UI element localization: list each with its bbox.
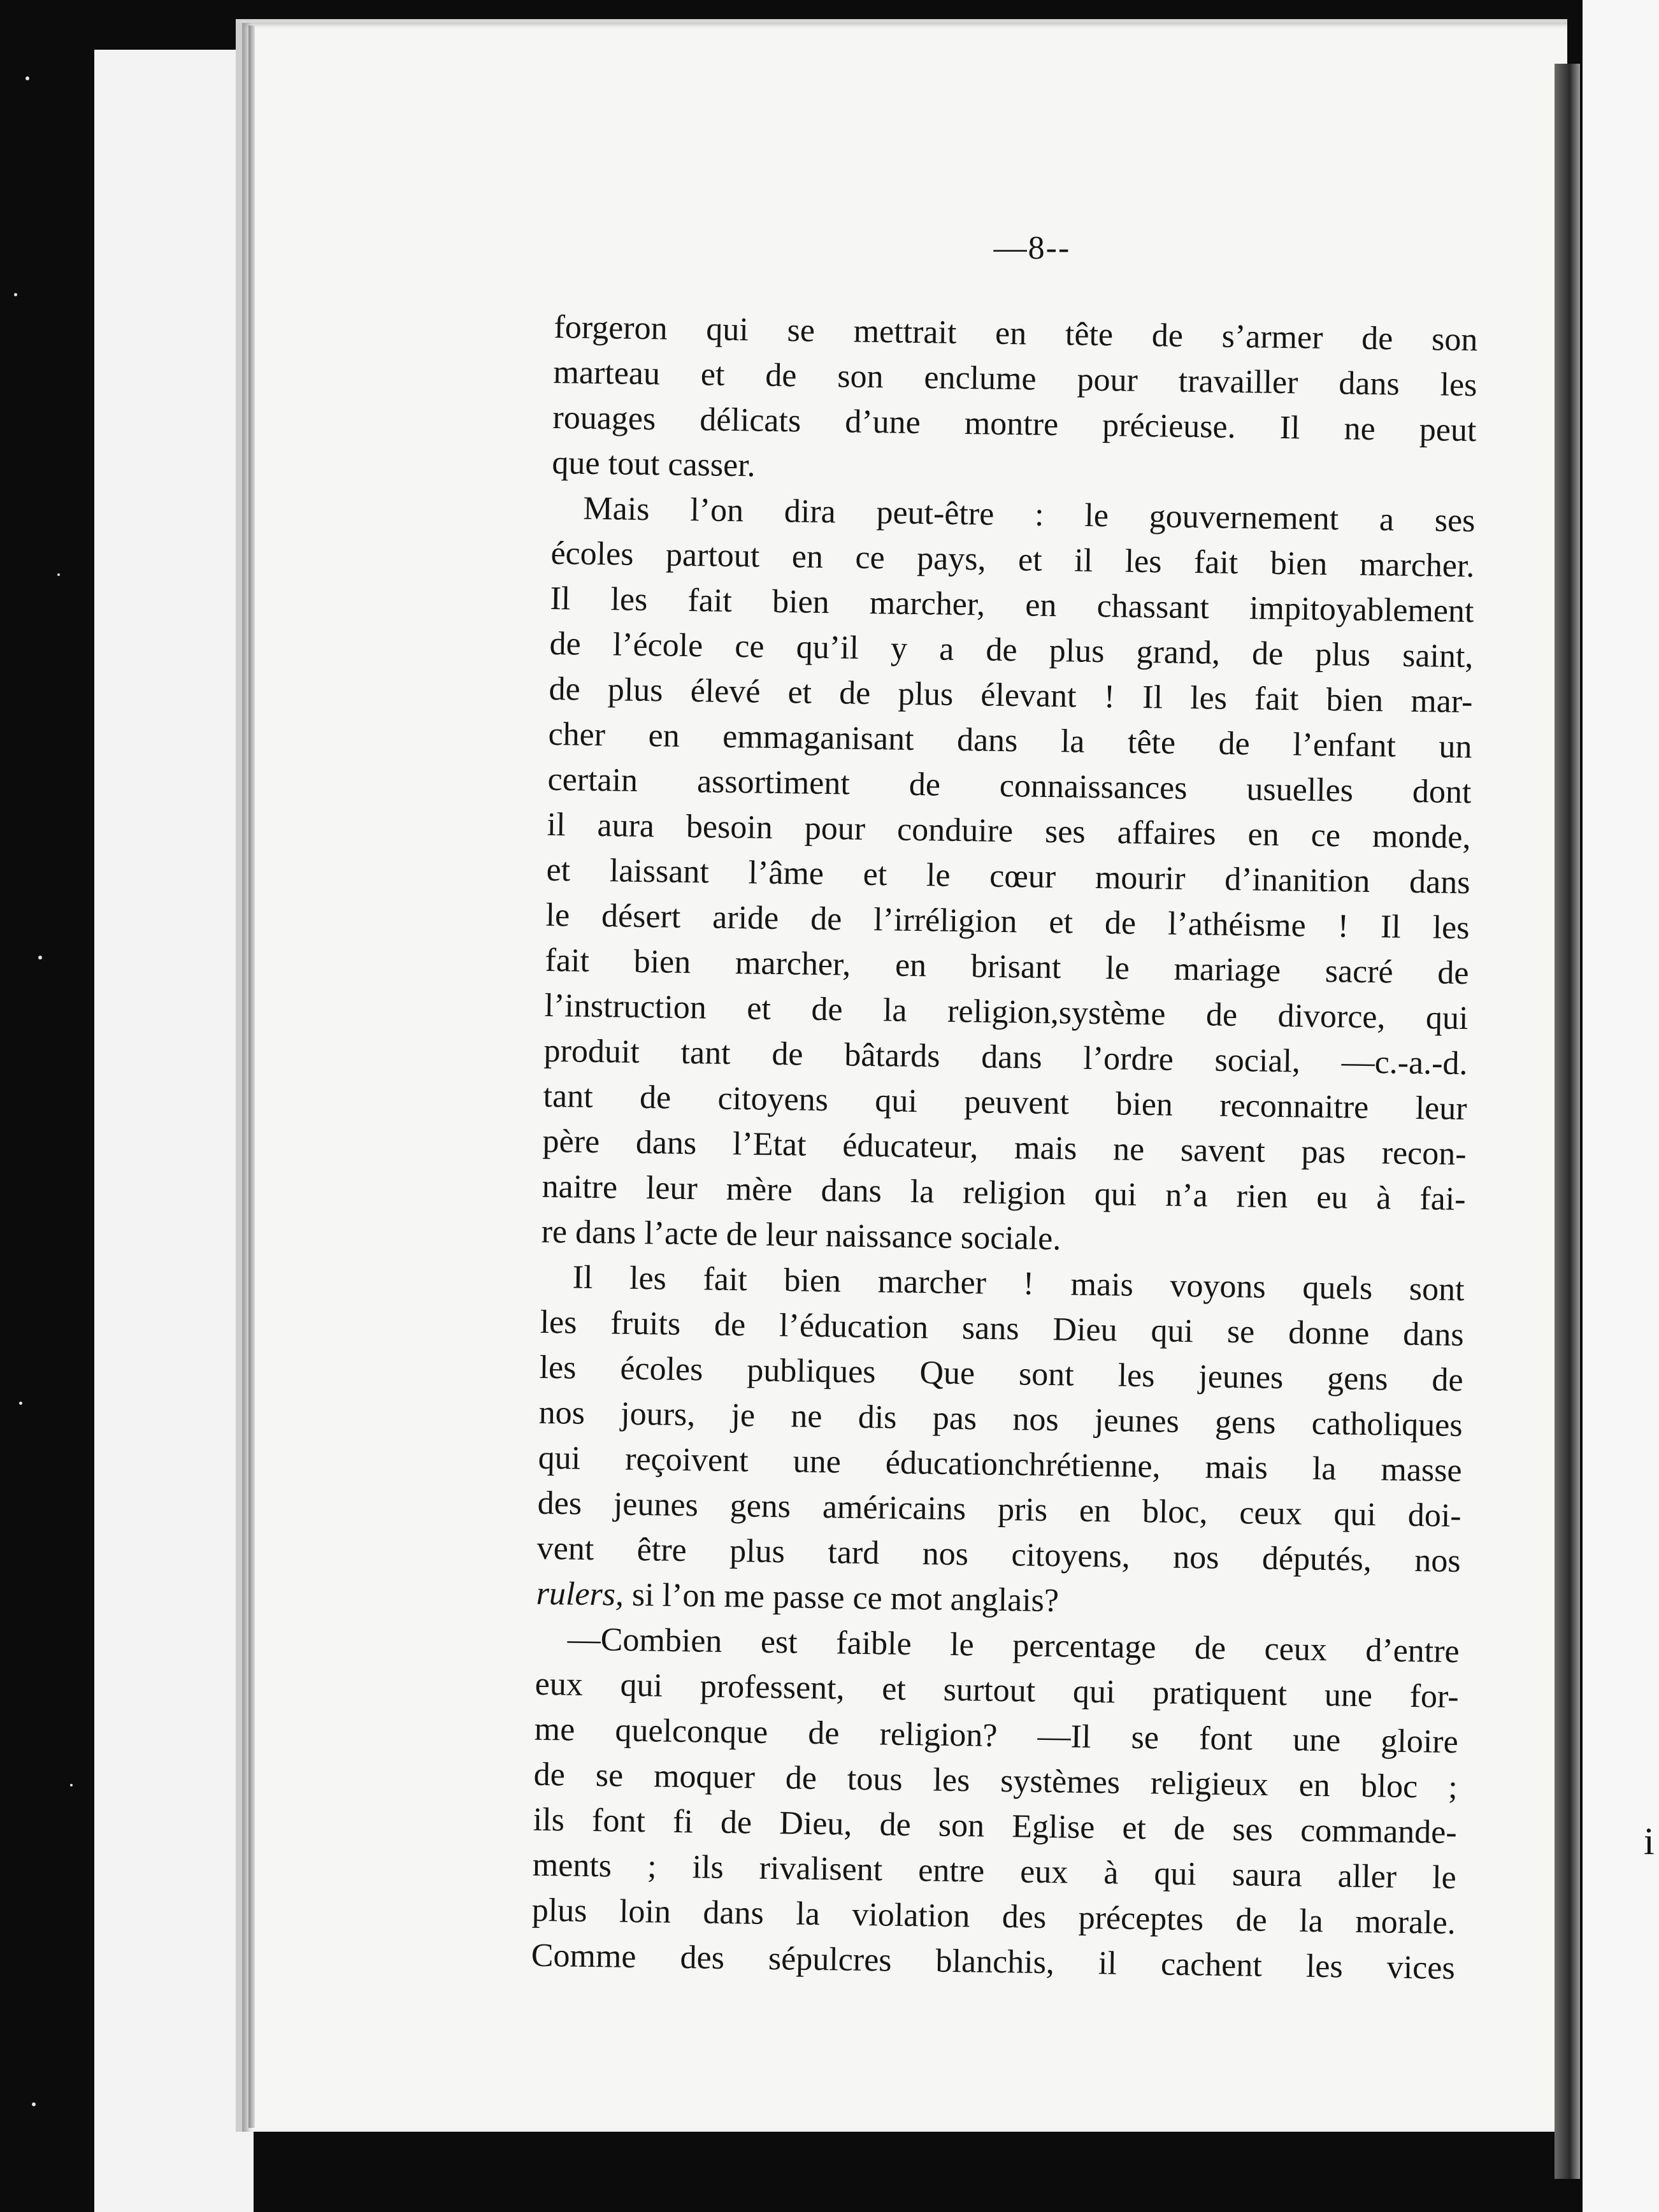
italic-word: rulers, [536,1575,624,1613]
text-line: de se moquer de tous les systèmes religieux en bloc ; [533,1756,1458,1806]
text-line: —Combien est faible le percentage de ceux d’entre [567,1621,1460,1670]
text-line: les fruits de l’éducation sans Dieu qui se donne dans [540,1304,1464,1354]
scan-speck [14,293,17,296]
margin-fragment: i [1644,1820,1655,1862]
right-backing-sheet [1583,0,1659,2212]
body-text [531,305,1478,1991]
text-line: ils font fi de Dieu, de son Eglise et de ses commande- [533,1801,1458,1851]
text-line: re dans l’acte de leur naissance sociale. [541,1213,1061,1258]
text-line: Comme des sépulcres blanchis, il cachent les vices [531,1937,1456,1986]
page-right-edge [1555,64,1580,2179]
text-line: les écoles publiques Que sont les jeunes gens de [539,1349,1463,1399]
text-line: de l’école ce qu’il y a de plus grand, de plus saint, [549,625,1474,675]
scan-speck [25,76,29,80]
text-line: Il les fait bien marcher ! mais voyons quels sont [572,1259,1465,1309]
text-line: certain assortiment de connaissances usuelles dont [547,761,1472,811]
text-line: de plus élevé et de plus élevant ! Il les fait bien mar- [549,670,1473,721]
text-line-continuation: si l’on me passe ce mot anglais? [631,1576,1059,1620]
text-line: cher en emmaganisant dans la tête de l’enfant un [548,715,1472,766]
text-line: naitre leur mère dans la religion qui n’a rien eu à fai- [542,1168,1466,1218]
scan-speck [19,1402,22,1405]
scan-speck [38,956,42,959]
text-line: marteau et de son enclume pour travailler dans les [553,354,1477,404]
text-line: nos jours, je ne dis pas nos jeunes gens catholiques [538,1394,1463,1444]
page-fold-shadow [248,25,255,2128]
text-line: Il les fait bien marcher, en chassant impitoyablement [550,580,1474,630]
backing-sheet [94,50,254,2212]
text-line: fait bien marcher, en brisant le mariage sacré de [545,942,1469,992]
text-line: Mais l’on dira peut-être : le gouvernement a ses [583,490,1476,540]
text-line: forgeron qui se mettrait en tête de s’armer de son [554,308,1478,359]
text-line: père dans l’Etat éducateur, mais ne savent pas recon- [542,1123,1467,1173]
text-line: l’instruction et de la religion,système de divorce, qui [544,987,1469,1037]
text-line: écoles partout en ce pays, et il les fait bien marcher. [550,535,1475,585]
scan-speck [32,2102,36,2106]
text-line: vent être plus tard nos citoyens, nos députés, nos [536,1530,1461,1580]
text-line: il aura besoin pour conduire ses affaires en ce monde, [547,806,1471,856]
text-line: rouages délicats d’une montre précieuse. Il ne peut [552,399,1477,449]
text-line: plus loin dans la violation des préceptes de la morale. [531,1892,1456,1941]
text-line: et laissant l’âme et le cœur mourir d’inanition dans [546,851,1470,901]
text-line: que tout casser. [552,444,756,484]
scan-speck [70,1784,73,1786]
text-line: le désert aride de l’irréligion et de l’athéisme ! Il les [545,896,1470,947]
text-line: tant de citoyens qui peuvent bien reconnaitre leur [543,1077,1467,1128]
text-line: eux qui professent, et surtout qui pratiquent une for- [535,1665,1460,1716]
text-line: me quelconque de religion? —Il se font une gloire [534,1711,1459,1761]
text-line: des jeunes gens américains pris en bloc, ceux qui doi- [537,1484,1462,1535]
text-line: produit tant de bâtards dans l’ordre social, —c.-a.-d. [543,1032,1468,1082]
scan-speck [57,573,60,576]
text-line: qui reçoivent une éducationchrétienne, mais la masse [538,1439,1462,1490]
page-number: —8-- [993,230,1071,266]
text-line: ments ; ils rivalisent entre eux à qui saura aller le [532,1846,1457,1897]
